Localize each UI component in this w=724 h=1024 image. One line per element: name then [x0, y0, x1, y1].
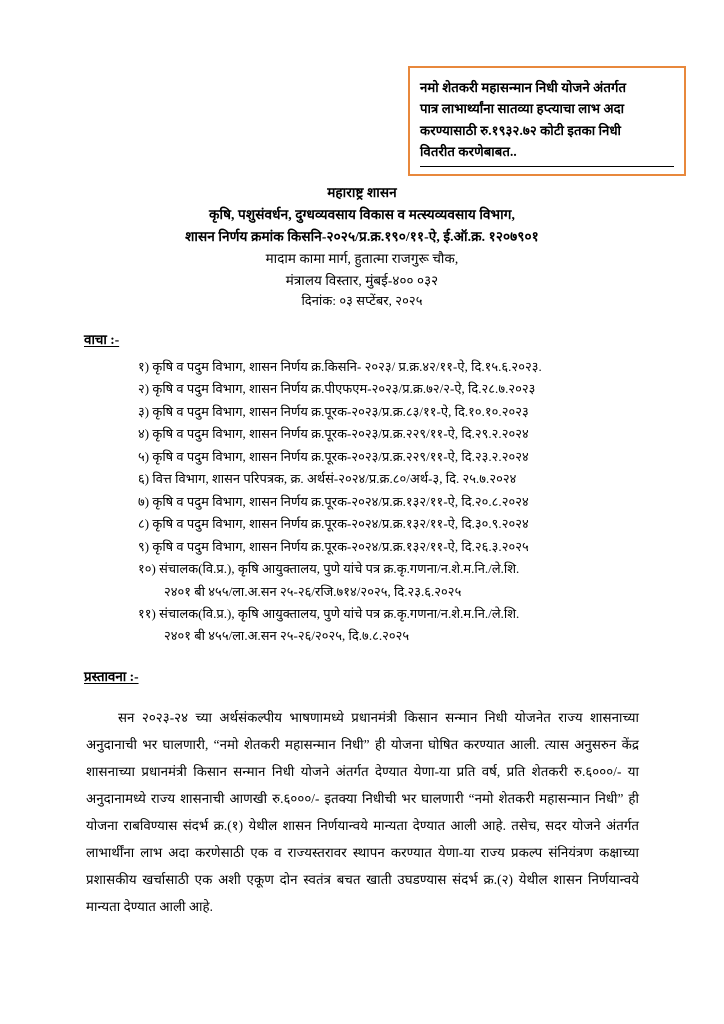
reference-text-continued: २४०१ बी ४५५/ला.अ.सन २५-२६/२०२५, दि.७.८.२०२५: [164, 629, 410, 644]
reference-text: १०) संचालक(वि.प्र.), कृषि आयुक्तालय, पुणे यांचे पत्र क्र.कृ.गणना/न.शे.म.नि./ले.शि.: [138, 562, 520, 577]
subject-line-3: करण्यासाठी रु.१९३२.७२ कोटी इतका निधी: [420, 122, 622, 138]
reference-text: ६) वित्त विभाग, शासन परिपत्रक, क्र. अर्थसं-२०२४/प्र.क्र.८०/अर्थ-३, दि. २५.७.२०२४: [138, 472, 517, 487]
reference-item: [138, 446, 698, 468]
reference-text: १) कृषि व पदुम विभाग, शासन निर्णय क्र.किसनि- २०२३/ प्र.क्र.४२/११-ऐ, दि.१५.६.२०२३.: [138, 360, 542, 374]
reference-text: ९) कृषि व पदुम विभाग, शासन निर्णय क्र.पूरक-२०२४/प्र.क्र.१३२/११-ऐ, दि.२६.३.२०२५: [138, 539, 529, 554]
reference-item: [138, 401, 698, 423]
issue-date: दिनांक: ०३ सप्टेंबर, २०२५: [301, 294, 423, 309]
reference-item: [138, 513, 698, 535]
subject-line-4: वितरीत करणेबाबत..: [420, 144, 517, 160]
reference-list: [138, 356, 698, 648]
preamble-paragraph: [86, 705, 639, 921]
subject-box: [408, 66, 686, 176]
subject-line-1: नमो शेतकरी महासन्मान निधी योजने अंतर्गत: [420, 80, 627, 95]
reference-text: ७) कृषि व पदुम विभाग, शासन निर्णय क्र.पूरक-२०२४/प्र.क्र.१३२/११-ऐ, दि.२०.८.२०२४: [138, 494, 529, 509]
reference-text: ११) संचालक(वि.प्र.), कृषि आयुक्तालय, पुणे यांचे पत्र क्र.कृ.गणना/न.शे.म.नि./ले.शि.: [138, 606, 520, 621]
reference-item: [138, 423, 698, 445]
reference-text-continued: २४०१ बी ४५५/ला.अ.सन २५-२६/रजि.७१४/२०२५, दि.२३.६.२०२५: [164, 584, 462, 599]
subject-line-2: पात्र लाभार्थ्यांना सातव्या हप्त्याचा लाभ अदा: [420, 101, 625, 117]
reference-item: [138, 536, 698, 558]
reference-item: [138, 603, 698, 648]
reference-text: २) कृषि व पदुम विभाग, शासन निर्णय क्र.पीएफएम-२०२३/प्र.क्र.७२/२-ऐ, दि.२८.७.२०२३: [138, 382, 536, 397]
reference-item: [138, 558, 698, 603]
reference-item: [138, 468, 698, 490]
subject-underline-rule: [420, 166, 674, 167]
gov-name: महाराष्ट्र शासन: [327, 185, 397, 200]
reference-text: ५) कृषि व पदुम विभाग, शासन निर्णय क्र.पूरक-२०२३/प्र.क्र.२२९/११-ऐ, दि.२३.२.२०२४: [138, 449, 529, 464]
reference-item: [138, 491, 698, 513]
address-line-2: मंत्रालय विस्तार, मुंबई-४०० ०३२: [285, 272, 439, 288]
paragraph-text: सन २०२३-२४ च्या अर्थसंकल्पीय भाषणामध्ये प्रधानमंत्री किसान सन्मान निधी योजनेत राज्य शासनाच्या अनुदानाची भर घालणारी, “नमो शेतकरी महासन्मान निधी” ही योजना घोषित करण्यात आली. त्यास अनुसरुन केंद्र शासनाच्या प्रधानमंत्री किसान सन्मान निधी योजने अंतर्गत देण्यात येणा-या प्रति वर्ष, प्रति शेतकरी रु.६०००/- या अनुदानामध्ये राज्य शासनाची आणखी रु.६०००/- इतक्या निधीची भर घालणारी “नमो शेतकरी महासन्मान निधी” ही योजना राबविण्यास संदर्भ क्र.(१) येथील शासन निर्णयान्वये मान्यता देण्यात आली आहे. तसेच, सदर योजने अंतर्गत लाभार्थींना लाभ अदा करणेसाठी एक व राज्यस्तरावर स्थापन करण्यात येणा-या राज्य प्रकल्प संनियंत्रण कक्षाच्या प्रशासकीय खर्चासाठी एक अशी एकूण दोन स्वतंत्र बचत खाती उघडण्यास संदर्भ क्र.(२) येथील शासन निर्णयान्वये मान्यता देण्यात आली आहे.: [86, 710, 639, 914]
section-label-vacha: वाचा :-: [84, 332, 120, 347]
resolution-number: शासन निर्णय क्रमांक किसनि-२०२५/प्र.क्र.१९०/११-ऐ, ई.ऑ.क्र. १२०७९०१: [185, 229, 539, 245]
reference-text: ३) कृषि व पदुम विभाग, शासन निर्णय क्र.पूरक-२०२३/प्र.क्र.८३/११-ऐ, दि.१०.१०.२०२३: [138, 404, 529, 419]
section-label-prastavana: प्रस्तावना :-: [84, 669, 139, 684]
reference-text: ८) कृषि व पदुम विभाग, शासन निर्णय क्र.पूरक-२०२४/प्र.क्र.१३२/११-ऐ, दि.३०.९.२०२४: [138, 517, 529, 532]
government-header: [0, 182, 724, 312]
reference-item: [138, 378, 698, 400]
department-name: कृषि, पशुसंवर्धन, दुग्धव्यवसाय विकास व मत्स्यव्यवसाय विभाग,: [209, 207, 515, 223]
reference-text: ४) कृषि व पदुम विभाग, शासन निर्णय क्र.पूरक-२०२३/प्र.क्र.२२९/११-ऐ, दि.२९.२.२०२४: [138, 427, 529, 442]
address-line-1: मादाम कामा मार्ग, हुतात्मा राजगुरू चौक,: [265, 251, 459, 267]
reference-item: [138, 356, 698, 378]
